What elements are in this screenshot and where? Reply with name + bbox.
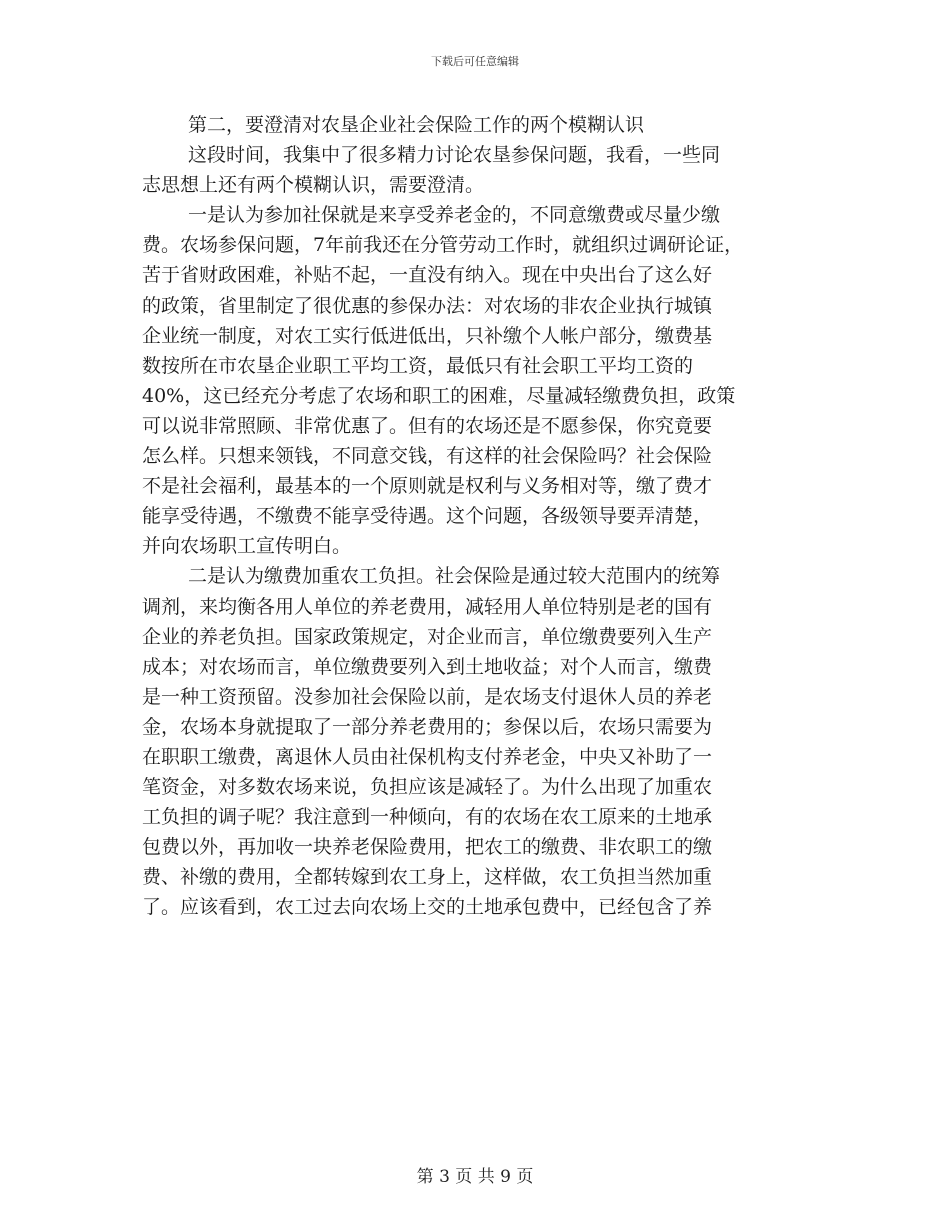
text-line: 一是认为参加社保就是来享受养老金的，不同意缴费或尽量少缴	[188, 204, 721, 227]
text-line: 了。应该看到，农工过去向农场上交的土地承包费中，已经包含了养	[142, 896, 713, 919]
page-header: 下载后可任意编辑	[431, 55, 519, 68]
text-line: 能享受待遇，不缴费不能享受待遇。这个问题，各级领导要弄清楚，	[142, 505, 713, 528]
text-line: 成本；对农场而言，单位缴费要列入到土地收益；对个人而言，缴费	[142, 655, 713, 678]
text-line: 志思想上还有两个模糊认识，需要澄清。	[142, 174, 485, 197]
text-line: 在职职工缴费，离退休人员由社保机构支付养老金，中央又补助了一	[142, 745, 713, 768]
text-line: 费。农场参保问题，7年前我还在分管劳动工作时，就组织过调研论证，	[142, 234, 744, 257]
text-line: 的政策，省里制定了很优惠的参保办法：对农场的非农企业执行城镇	[142, 294, 713, 317]
text-line: 可以说非常照顾、非常优惠了。但有的农场还是不愿参保，你究竟要	[142, 414, 713, 437]
text-line: 不是社会福利，最基本的一个原则就是权利与义务相对等，缴了费才	[142, 475, 713, 498]
text-line: 怎么样。只想来领钱，不同意交钱，有这样的社会保险吗？社会保险	[142, 445, 713, 468]
text-line: 第二，要澄清对农垦企业社会保险工作的两个模糊认识	[188, 114, 645, 136]
page-footer: 第 3 页 共 9 页	[416, 1167, 534, 1187]
text-line: 费、补缴的费用，全都转嫁到农工身上，这样做，农工负担当然加重	[142, 866, 713, 889]
text-line: 企业的养老负担。国家政策规定，对企业而言，单位缴费要列入生产	[142, 625, 713, 648]
text-line: 这段时间，我集中了很多精力讨论农垦参保问题，我看，一些同	[188, 144, 721, 167]
text-line: 40%，这已经充分考虑了农场和职工的困难，尽量减轻缴费负担，政策	[142, 384, 736, 407]
text-line: 调剂，来均衡各用人单位的养老费用，减轻用人单位特别是老的国有	[142, 595, 713, 618]
text-line: 苦于省财政困难，补贴不起，一直没有纳入。现在中央出台了这么好	[142, 264, 713, 287]
document-body	[142, 110, 810, 923]
text-line: 数按所在市农垦企业职工平均工资，最低只有社会职工平均工资的	[142, 354, 694, 377]
text-line: 工负担的调子呢？我注意到一种倾向，有的农场在农工原来的土地承	[142, 806, 713, 829]
text-line: 企业统一制度，对农工实行低进低出，只补缴个人帐户部分，缴费基	[142, 324, 713, 347]
text-line: 笔资金，对多数农场来说，负担应该是减轻了。为什么出现了加重农	[142, 776, 713, 799]
text-line: 包费以外，再加收一块养老保险费用，把农工的缴费、非农职工的缴	[142, 836, 713, 859]
text-line: 并向农场职工宣传明白。	[142, 535, 352, 558]
text-line: 金，农场本身就提取了一部分养老费用的；参保以后，农场只需要为	[142, 715, 713, 738]
text-line: 是一种工资预留。没参加社会保险以前，是农场支付退休人员的养老	[142, 685, 713, 708]
text-line: 二是认为缴费加重农工负担。社会保险是通过较大范围内的统筹	[188, 565, 721, 588]
